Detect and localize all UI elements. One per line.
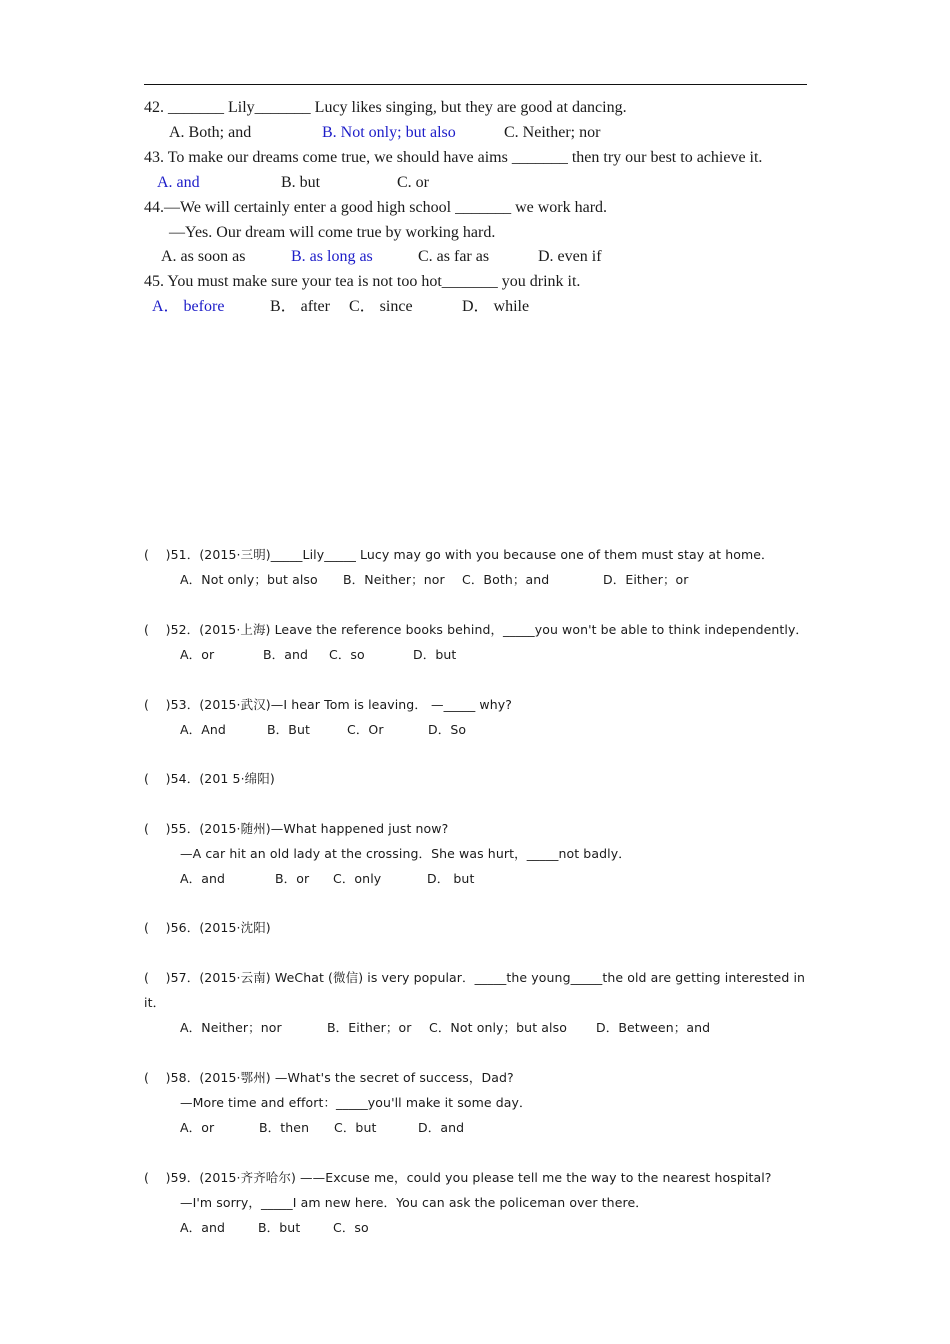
question-stem: ( )54．(201 5·绵阳) xyxy=(144,771,275,786)
option-d: D． while xyxy=(462,298,530,315)
question-stem: ( )53．(2015·武汉)—I hear Tom is leaving． —_____ why? xyxy=(144,697,513,712)
question-stem: ( )57．(2015·云南) WeChat (微信) is very popular．_____the young_____the old are getting interested in xyxy=(144,970,806,985)
option-b: B．and xyxy=(263,647,309,662)
header-rule xyxy=(144,84,807,85)
option-a: A．Not only；but also xyxy=(180,572,318,587)
option-a: A．or xyxy=(180,647,215,662)
option-a-answer: A． before xyxy=(152,298,225,315)
option-c: C．so xyxy=(333,1220,369,1235)
option-d: D．Either；or xyxy=(603,572,689,587)
option-a: A. as soon as xyxy=(161,248,246,265)
option-c: C．so xyxy=(329,647,365,662)
option-c: C．but xyxy=(334,1120,377,1135)
option-b: B．but xyxy=(258,1220,301,1235)
question-stem: 45. You must make sure your tea is not too hot_______ you drink it. xyxy=(144,273,581,290)
question-stem: ( )51．(2015·三明)_____Lily_____ Lucy may go with you because one of them must stay at home． xyxy=(144,547,774,562)
option-b: B．Either；or xyxy=(327,1020,412,1035)
question-stem: ( )59．(2015·齐齐哈尔) ——Excuse me，could you please tell me the way to the nearest hospital? xyxy=(144,1170,772,1185)
question-stem: ( )56．(2015·沈阳) xyxy=(144,920,271,935)
option-c: C．Not only；but also xyxy=(429,1020,567,1035)
option-a: A．Neither；nor xyxy=(180,1020,282,1035)
option-d: D．So xyxy=(428,722,467,737)
option-a: A．and xyxy=(180,871,226,886)
question-stem-reply: —A car hit an old lady at the crossing．She was hurt，_____not badly． xyxy=(180,846,631,861)
question-stem: ( )52．(2015·上海) Leave the reference books behind，_____you won't be able to think independently． xyxy=(144,622,809,637)
option-c: C. or xyxy=(397,174,429,191)
question-stem-reply: —More time and effort：_____you'll make it some day． xyxy=(180,1095,532,1110)
option-c: C．Both；and xyxy=(462,572,550,587)
option-c: C．only xyxy=(333,871,382,886)
option-c: C. Neither; nor xyxy=(504,124,601,141)
option-b: B． after xyxy=(270,298,330,315)
question-stem: ( )58．(2015·鄂州) —What's the secret of success，Dad? xyxy=(144,1070,514,1085)
option-b: B. but xyxy=(281,174,321,191)
option-d: D．but xyxy=(413,647,457,662)
option-b-answer: B. as long as xyxy=(291,248,373,265)
option-a: A．or xyxy=(180,1120,215,1135)
question-stem: 44.—We will certainly enter a good high school _______ we work hard. xyxy=(144,199,608,216)
option-a: A. Both; and xyxy=(169,124,252,141)
option-b: B．But xyxy=(267,722,310,737)
option-a: A．And xyxy=(180,722,226,737)
question-stem-continued: it． xyxy=(144,995,166,1010)
option-a-answer: A. and xyxy=(157,174,200,191)
option-b-answer: B. Not only; but also xyxy=(322,124,456,141)
option-c: C. as far as xyxy=(418,248,490,265)
question-stem-reply: —Yes. Our dream will come true by working hard. xyxy=(169,224,496,241)
option-b: B．or xyxy=(275,871,310,886)
option-d: D．Between；and xyxy=(596,1020,711,1035)
option-d: D． but xyxy=(427,871,475,886)
question-stem-reply: —I'm sorry，_____I am new here．You can ask the policeman over there． xyxy=(180,1195,648,1210)
option-b: B．Neither；nor xyxy=(343,572,445,587)
option-d: D. even if xyxy=(538,248,602,265)
question-stem: ( )55．(2015·随州)—What happened just now? xyxy=(144,821,449,836)
question-stem: 42. _______ Lily_______ Lucy likes singing, but they are good at dancing. xyxy=(144,99,627,116)
option-c: C． since xyxy=(349,298,413,315)
option-a: A．and xyxy=(180,1220,226,1235)
option-b: B．then xyxy=(259,1120,310,1135)
question-stem: 43. To make our dreams come true, we should have aims _______ then try our best to achieve it. xyxy=(144,149,763,166)
option-c: C．Or xyxy=(347,722,384,737)
option-d: D．and xyxy=(418,1120,465,1135)
